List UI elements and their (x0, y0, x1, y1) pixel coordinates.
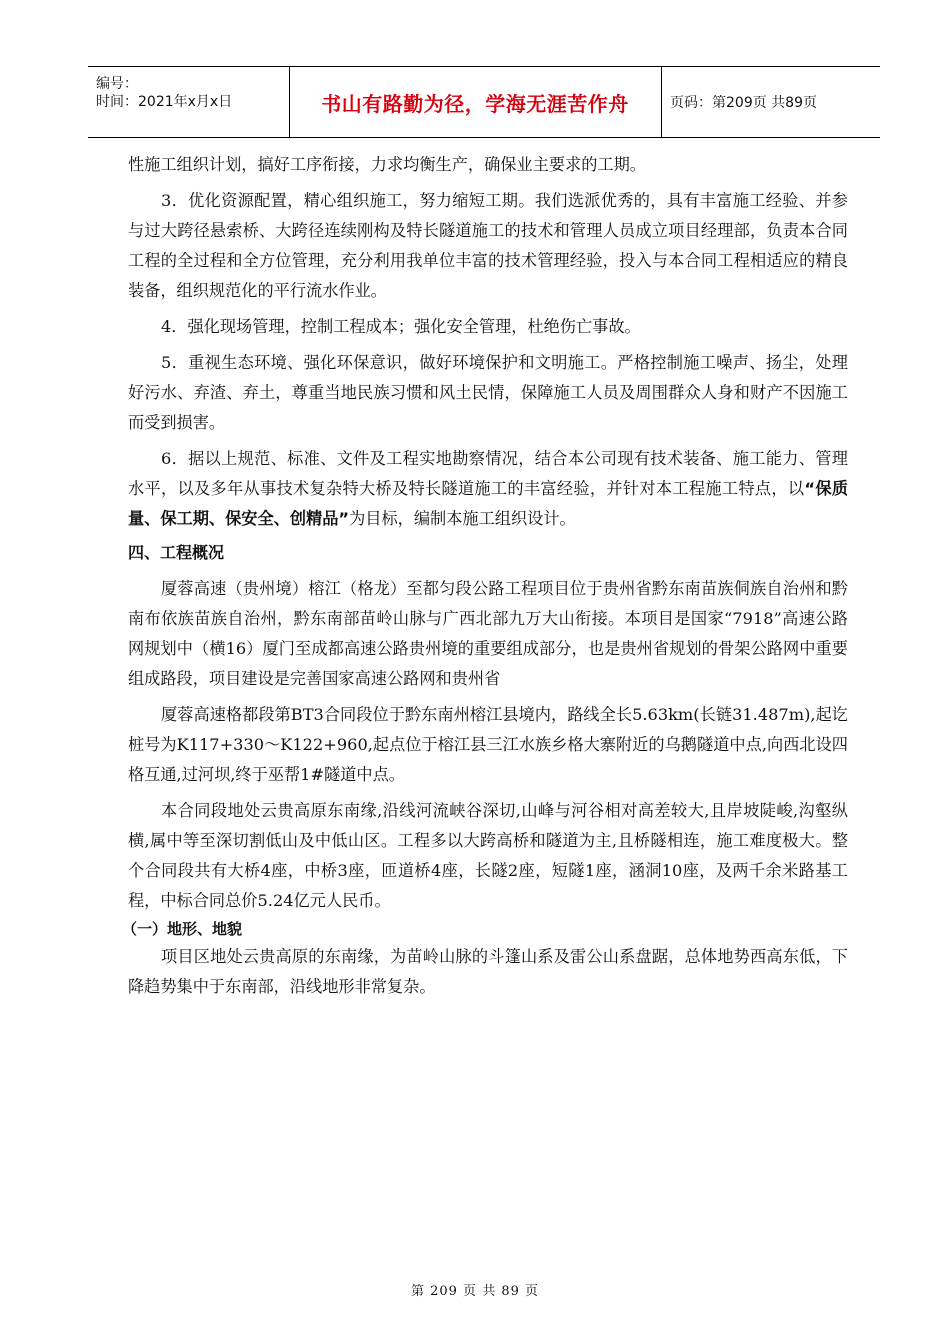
paragraph-text: 为目标，编制本施工组织设计。 (349, 509, 576, 528)
paragraph: 5．重视生态环境、强化环保意识，做好环境保护和文明施工。严格控制施工噪声、扬尘，处理好污水、弃渣、弃土，尊重当地民族习惯和风土民情，保障施工人员及周围群众人身和财产不因施工而受到损害。 (128, 353, 848, 432)
paragraph: 项目区地处云贵高原的东南缘，为苗岭山脉的斗篷山系及雷公山系盘踞，总体地势西高东低，下降趋势集中于东南部，沿线地形非常复杂。 (128, 947, 848, 996)
paragraph: 本合同段地处云贵高原东南缘,沿线河流峡谷深切,山峰与河谷相对高差较大,且岸坡陡峻,沟壑纵横,属中等至深切割低山及中低山区。工程多以大跨高桥和隧道为主,且桥隧相连，施工难度极大。整个合同段共有大桥4座，中桥3座，匝道桥4座，长隧2座，短隧1座，涵洞10座，及两千余米路基工程，中标合同总价5.24亿元人民币。 (128, 801, 848, 910)
page-header (88, 66, 880, 138)
paragraph: 厦蓉高速（贵州境）榕江（格龙）至都匀段公路工程项目位于贵州省黔东南苗族侗族自治州和黔南布依族苗族自治州，黔东南部苗岭山脉与广西北部九万大山衔接。本项目是国家“7918”高速公路网规划中（横16）厦门至成都高速公路贵州境的重要组成部分，也是贵州省规划的骨架公路网中重要组成路段，项目建设是完善国家高速公路网和贵州省 (128, 579, 848, 688)
paragraph (128, 444, 848, 534)
paragraph: 厦蓉高速格都段第BT3合同段位于黔东南州榕江县境内，路线全长5.63km(长链31.487m),起讫桩号为K117+330～K122+960,起点位于榕江县三江水族乡格大寨附近的乌鹅隧道中点,向西北设四格互通,过河坝,终于巫帮1#隧道中点。 (128, 705, 848, 784)
motto-text: 书山有路勤为径，学海无涯苦作舟 (321, 91, 629, 116)
header-page-cell (662, 67, 880, 137)
document-body (122, 150, 849, 1002)
paragraph: 性施工组织计划，搞好工序衔接，力求均衡生产，确保业主要求的工期。 (128, 155, 646, 174)
page-code: 页码：第209页 共89页 (670, 95, 817, 111)
header-motto-cell (289, 67, 662, 137)
time-label: 时间：2021年x月x日 (96, 94, 233, 110)
page-footer: 第 209 页 共 89 页 (410, 1284, 540, 1299)
emphasis-text: “保质量、保工期、保安全、创精品” (128, 479, 849, 528)
header-info-cell (88, 67, 290, 137)
serial-label: 编号： (96, 76, 138, 92)
paragraph: 4．强化现场管理，控制工程成本；强化安全管理，杜绝伤亡事故。 (161, 317, 641, 336)
section-heading: 四、工程概况 (128, 543, 225, 562)
paragraph: 3．优化资源配置，精心组织施工，努力缩短工期。我们选派优秀的，具有丰富施工经验、并参与过大跨径悬索桥、大跨径连续刚构及特长隧道施工的技术和管理人员成立项目经理部，负责本合同工程的全过程和全方位管理，充分利用我单位丰富的技术管理经验，投入与本合同工程相适应的精良装备，组织规范化的平行流水作业。 (128, 191, 848, 300)
paragraph-text: 6．据以上规范、标准、文件及工程实地勘察情况，结合本公司现有技术装备、施工能力、管理水平，以及多年从事技术复杂特大桥及特长隧道施工的丰富经验，并针对本工程施工特点，以 (128, 449, 848, 498)
subsection-heading: （一）地形、地貌 (122, 920, 243, 938)
